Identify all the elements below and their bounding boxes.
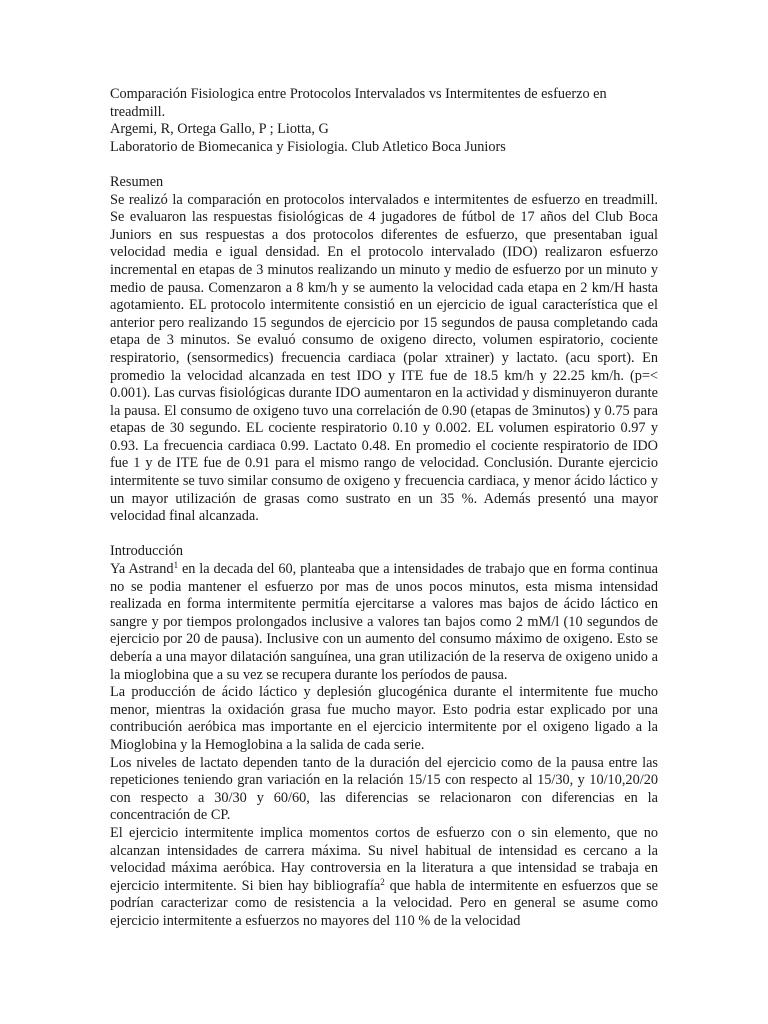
document-affiliation: Laboratorio de Biomecanica y Fisiologia. Club Atletico Boca Juniors	[110, 138, 506, 155]
introduccion-heading: Introducción	[110, 543, 184, 560]
resumen-paragraph: Se realizó la comparación en protocolos intervalados e intermitentes de esfuerzo en treadmill. Se evaluaron las respuestas fisiológicas de 4 jugadores de fútbol de 17 años del Club Boca Juniors en sus respuestas a dos protocolos diferentes de esfuerzo, que presentaban igual velocidad media e igual densidad. En el protocolo intervalado (IDO) realizaron esfuerzo incremental en etapas de 3 minutos realizando un minuto y medio de esfuerzo por un minuto y medio de pausa. Comenzaron a 8 km/h y se aumento la velocidad cada etapa en 2 km/H hasta agotamiento. EL protocolo intermitente consistió en un ejercicio de igual característica que el anterior pero realizando 15 segundos de ejercicio por 15 segundos de pausa completando cada etapa de 3 minutos. Se evaluó consumo de oxigeno directo, volumen espiratorio, cociente respiratorio, (sensormedics) frecuencia cardiaca (polar xtrainer) y lactato. (acu sport). En promedio la velocidad alcanzada en test IDO y ITE fue de 18.5 km/h y 22.25 km/h. (p=< 0.001). Las curvas fisiológicas durante IDO aumentaron en la actividad y disminuyeron durante la pausa. El consumo de oxigeno tuvo una correlación de 0.90 (etapas de 3minutos) y 0.75 para etapas de 30 segundo. EL cociente respiratorio 0.10 y 0.002. EL volumen espiratorio 0.97 y 0.93. La frecuencia cardiaca 0.99. Lactato 0.48. En promedio el cociente respiratorio de IDO fue 1 y de ITE fue de 0.91 para el mismo rango de velocidad. Conclusión. Durante ejercicio intermitente se tuvo similar consumo de oxigeno y frecuencia cardiaca, y menor ácido láctico y un mayor utilización de grasas como sustrato en un 35 %. Además presentó una mayor velocidad final alcanzada.	[110, 191, 658, 525]
document-page	[110, 86, 658, 931]
introduccion-paragraph-2: La producción de ácido láctico y deplesión glucogénica durante el intermitente fue mucho menor, mientras la oxidación grasa fue mucho mayor. Esto podria estar explicado por una contribución aeróbica mas importante en el ejercicio intermitente por el oxigeno ligado a la Mioglobina y la Hemoglobina a la salida de cada serie.	[110, 684, 658, 753]
document-authors: Argemi, R, Ortega Gallo, P ; Liotta, G	[110, 121, 329, 138]
document-header	[110, 86, 658, 156]
introduccion-paragraph-1	[110, 561, 658, 684]
intro-p1-text-b: en la decada del 60, planteaba que a intensidades de trabajo que en forma continua no se podia mantener el esfuerzo por mas de unos pocos minutos, esta misma intensidad realizada en forma intermitente permitía ejercitarse a valores mas bajos de ácido láctico en sangre y por tiempos prolongados inclusive a valores tan bajos como 2 mM/l (10 segundos de ejercicio por 20 de pausa). Inclusive con un aumento del consumo máximo de oxigeno. Esto se debería a una mayor dilatación sanguínea, una gran utilización de la reserva de oxigeno unido a la mioglobina que a su vez se recupera durante los períodos de pausa.	[110, 561, 658, 683]
document-title: Comparación Fisiologica entre Protocolos Intervalados vs Intermitentes de esfuerzo en treadmill.	[110, 86, 607, 120]
intro-p4-text-a: El ejercicio intermitente implica momentos cortos de esfuerzo con o sin elemento, que no alcanzan intensidades de carrera máxima. Su nivel habitual de intensidad es cercano a la velocidad máxima aeróbica. Hay controversia en la literatura a que intensidad se trabaja en ejercicio intermitente. Si bien hay bibliografía	[110, 824, 658, 894]
intro-p1-text-a: Ya Astrand	[110, 561, 174, 578]
footnote-ref-2: 2	[380, 876, 385, 887]
intro-p4-text-b: que habla de intermitente en esfuerzos que se podrían caracterizar como de resistencia a la velocidad. Pero en general se asume como ejercicio intermitente a esfuerzos no mayores del 110 % de la velocidad	[110, 877, 659, 929]
footnote-ref-1: 1	[173, 560, 179, 571]
introduccion-paragraph-4	[110, 825, 658, 931]
introduccion-paragraph-3: Los niveles de lactato dependen tanto de la duración del ejercicio como de la pausa entre las repeticiones teniendo gran variación en la relación 15/15 con respecto al 15/30, y 10/10,20/20 con respecto a 30/30 y 60/60, las diferencias se relacionaron con diferencias en la concentración de CP.	[110, 754, 658, 824]
resumen-heading: Resumen	[110, 173, 164, 190]
